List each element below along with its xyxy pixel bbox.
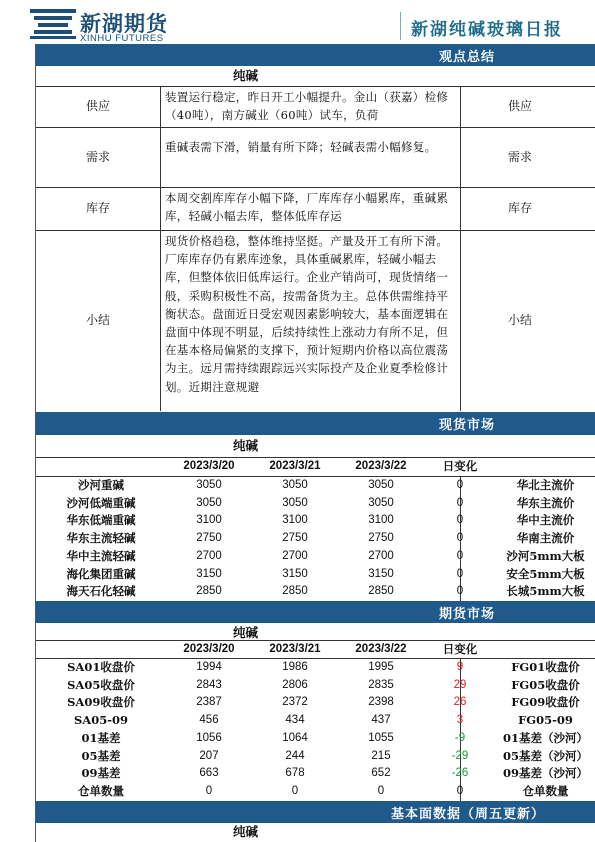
fundamentals-subtitle: 纯碱	[233, 824, 259, 839]
spot-col-date-1: 2023/3/20	[183, 460, 235, 472]
futures-value-d2: 1064	[282, 731, 308, 744]
spot-value-change: 0	[456, 479, 464, 491]
spot-subtitle: 纯碱	[233, 438, 259, 453]
demand-text: 重碱表需下滑，销量有所下降；轻碱表需小幅修复。	[165, 140, 437, 154]
spot-right-label: 安全5mm大板	[506, 566, 585, 581]
row-label-inventory: 库存	[85, 201, 110, 215]
spot-value-d1: 2700	[196, 549, 222, 562]
futures-row-name: SA09收盘价	[67, 695, 135, 710]
supply-text: 装置运行稳定，昨日开工小幅提升。金山（获嘉）检修（40吨），南方碱业（60吨）试车，负荷	[165, 90, 449, 123]
spot-value-d3: 2850	[368, 585, 394, 598]
futures-row-name: SA01收盘价	[67, 660, 135, 674]
futures-value-d2: 0	[291, 784, 299, 797]
futures-value-d3: 1055	[368, 731, 394, 744]
spot-bar	[36, 412, 595, 435]
spot-value-d1: 3050	[196, 496, 222, 509]
futures-row-name: 01基差	[81, 730, 121, 745]
futures-bar-title: 期货市场	[438, 606, 495, 622]
spot-value-d2: 3050	[282, 496, 308, 509]
spot-value-d1: 3100	[196, 514, 222, 527]
spot-value-d2: 2700	[282, 549, 308, 562]
futures-value-d1: 2843	[196, 678, 222, 691]
spot-row-name: 华中主流轻碱	[66, 548, 136, 563]
spot-value-d1: 2850	[196, 585, 222, 598]
spot-col-date-2: 2023/3/21	[269, 460, 321, 472]
spot-row	[36, 548, 595, 566]
row-label-conclusion-right: 小结	[507, 313, 532, 327]
futures-value-change: 3	[456, 714, 464, 727]
futures-value-d3: 215	[371, 749, 391, 762]
futures-row	[36, 748, 595, 766]
spot-col-change: 日变化	[442, 459, 478, 473]
summary-bar	[36, 44, 595, 66]
futures-right-label: 01基差（沙河）	[502, 730, 588, 745]
futures-right-label: FG05收盘价	[511, 677, 580, 692]
futures-value-d3: 2835	[368, 678, 394, 691]
conclusion-text: 现货价格趋稳，整体维持坚挺。产量及开工有所下滑。厂库库存仍有累库迹象，具体重碱累库，轻碱小幅去库，但整体依旧低库运行。企业产销尚可，现货情绪一般，采购积极性不高，按需备货为主。总体供需维持平衡状态。盘面近日受宏观因素影响较大，基本面逻辑在盘面中体现不明显，后续持续性上涨动力有所不足，但在基本格局偏紧的支撑下，预计短期内价格以高位震荡为主。远月需持续跟踪远兴实际投产及企业夏季检修计划。近期注意规避	[165, 234, 449, 394]
futures-right-label: 仓单数量	[522, 783, 569, 798]
spot-value-d1: 2750	[196, 532, 222, 545]
spot-value-d2: 3100	[282, 514, 308, 527]
row-label-supply: 供应	[85, 99, 110, 113]
row-label-conclusion: 小结	[85, 313, 110, 327]
spot-value-d3: 3100	[368, 514, 394, 527]
futures-row-name: 05基差	[81, 748, 121, 763]
spot-right-label: 华南主流价	[516, 531, 575, 546]
futures-row	[36, 730, 595, 748]
spot-row-name: 华东主流轻碱	[66, 531, 136, 546]
futures-value-d2: 434	[285, 714, 305, 727]
futures-row-name: SA05收盘价	[67, 677, 135, 692]
futures-row	[36, 659, 595, 677]
spot-bar-title: 现货市场	[438, 418, 495, 433]
spot-col-date-3: 2023/3/22	[355, 460, 407, 472]
futures-right-label: 05基差（沙河）	[502, 748, 588, 763]
spot-value-d1: 3150	[196, 567, 222, 580]
futures-right-label: FG05-09	[518, 713, 573, 728]
futures-col-change: 日变化	[442, 642, 478, 656]
futures-value-change: 29	[453, 678, 467, 691]
futures-col-date-1: 2023/3/20	[183, 643, 235, 655]
futures-header-row	[36, 641, 595, 659]
spot-row-name: 海化集团重碱	[66, 566, 136, 581]
report-title: 新湖纯碱玻璃日报	[411, 20, 563, 40]
futures-value-d1: 456	[199, 714, 219, 727]
divider	[160, 86, 161, 411]
spot-row	[36, 566, 595, 584]
fundamentals-bar	[36, 801, 595, 823]
futures-right-label: 09基差（沙河）	[502, 766, 588, 781]
spot-value-d1: 3050	[196, 479, 222, 491]
spot-row	[36, 477, 595, 495]
futures-value-d1: 1056	[196, 731, 222, 744]
spot-value-change: 0	[456, 585, 464, 598]
spot-right-label: 华北主流价	[516, 478, 575, 492]
spot-value-d2: 2750	[282, 532, 308, 545]
spot-row	[36, 530, 595, 548]
futures-value-d3: 437	[371, 714, 391, 727]
futures-row	[36, 712, 595, 730]
futures-value-d3: 2398	[368, 696, 394, 709]
futures-row	[36, 765, 595, 783]
spot-value-d3: 2700	[368, 549, 394, 562]
spot-value-d2: 3150	[282, 567, 308, 580]
summary-subtitle: 纯碱	[233, 68, 259, 83]
spot-value-d3: 3050	[368, 479, 394, 491]
spot-value-d3: 2750	[368, 532, 394, 545]
futures-bar	[36, 601, 595, 623]
futures-row-name: 09基差	[81, 766, 121, 781]
futures-value-d2: 2372	[282, 696, 308, 709]
spot-value-change: 0	[456, 496, 464, 509]
futures-value-d1: 1994	[196, 661, 222, 673]
spot-value-change: 0	[456, 514, 464, 527]
logo-name: 新湖期货	[80, 12, 168, 36]
row-label-supply-right: 供应	[507, 99, 532, 113]
futures-value-d3: 652	[371, 767, 391, 780]
futures-right-label: FG01收盘价	[511, 660, 580, 674]
spot-value-d3: 3150	[368, 567, 394, 580]
spot-value-change: 0	[456, 567, 464, 580]
spot-value-d3: 3050	[368, 496, 394, 509]
futures-col-date-2: 2023/3/21	[269, 643, 321, 655]
spot-row-name: 沙河低端重碱	[66, 495, 136, 510]
futures-row	[36, 783, 595, 801]
futures-value-change: -26	[451, 767, 469, 780]
futures-value-change: 0	[456, 784, 464, 797]
futures-value-d2: 1986	[282, 661, 308, 673]
spot-right-label: 长城5mm大板	[506, 584, 585, 599]
futures-row	[36, 694, 595, 712]
futures-value-change: -9	[454, 731, 466, 744]
futures-col-date-3: 2023/3/22	[355, 643, 407, 655]
futures-value-change: 9	[456, 661, 464, 673]
inventory-text: 本周交割库库存小幅下降，厂库库存小幅累库，重碱累库，轻碱小幅去库，整体低库存运	[165, 191, 449, 224]
spot-row	[36, 512, 595, 530]
futures-value-d3: 1995	[368, 661, 394, 673]
spot-right-label: 华东主流价	[516, 495, 575, 510]
xinhu-logo-icon	[30, 6, 76, 40]
futures-right-label: FG09收盘价	[511, 695, 580, 710]
futures-value-change: 26	[453, 696, 467, 709]
row-label-demand: 需求	[85, 150, 110, 164]
row-label-demand-right: 需求	[507, 150, 532, 164]
futures-value-change: -29	[451, 749, 469, 762]
spot-value-change: 0	[456, 549, 464, 562]
spot-row-name: 华东低端重碱	[66, 513, 136, 528]
row-label-inventory-right: 库存	[507, 201, 532, 215]
spot-right-label: 沙河5mm大板	[506, 548, 585, 563]
logo-subtitle: XINHU FUTURES	[80, 33, 164, 44]
futures-value-d1: 207	[199, 749, 219, 762]
futures-value-d3: 0	[377, 784, 385, 797]
fundamentals-bar-title: 基本面数据（周五更新）	[390, 806, 545, 822]
spot-value-change: 0	[456, 532, 464, 545]
spot-row-name: 海天石化轻碱	[66, 584, 136, 599]
futures-value-d1: 2387	[196, 696, 222, 709]
spot-header-row	[36, 458, 595, 476]
futures-row	[36, 677, 595, 695]
spot-right-label: 华中主流价	[516, 513, 575, 528]
futures-value-d1: 0	[205, 784, 213, 797]
futures-value-d2: 244	[285, 749, 305, 762]
spot-value-d2: 3050	[282, 479, 308, 491]
futures-value-d1: 663	[199, 767, 219, 780]
futures-value-d2: 2806	[282, 678, 308, 691]
futures-subtitle: 纯碱	[233, 625, 259, 640]
spot-row	[36, 583, 595, 601]
spot-row	[36, 495, 595, 513]
futures-row-name: 仓单数量	[78, 783, 124, 798]
futures-row-name: SA05-09	[73, 713, 128, 728]
spot-row-name: 沙河重碱	[78, 478, 124, 492]
summary-bar-title: 观点总结	[438, 49, 495, 65]
spot-value-d2: 2850	[282, 585, 308, 598]
futures-value-d2: 678	[285, 767, 305, 780]
